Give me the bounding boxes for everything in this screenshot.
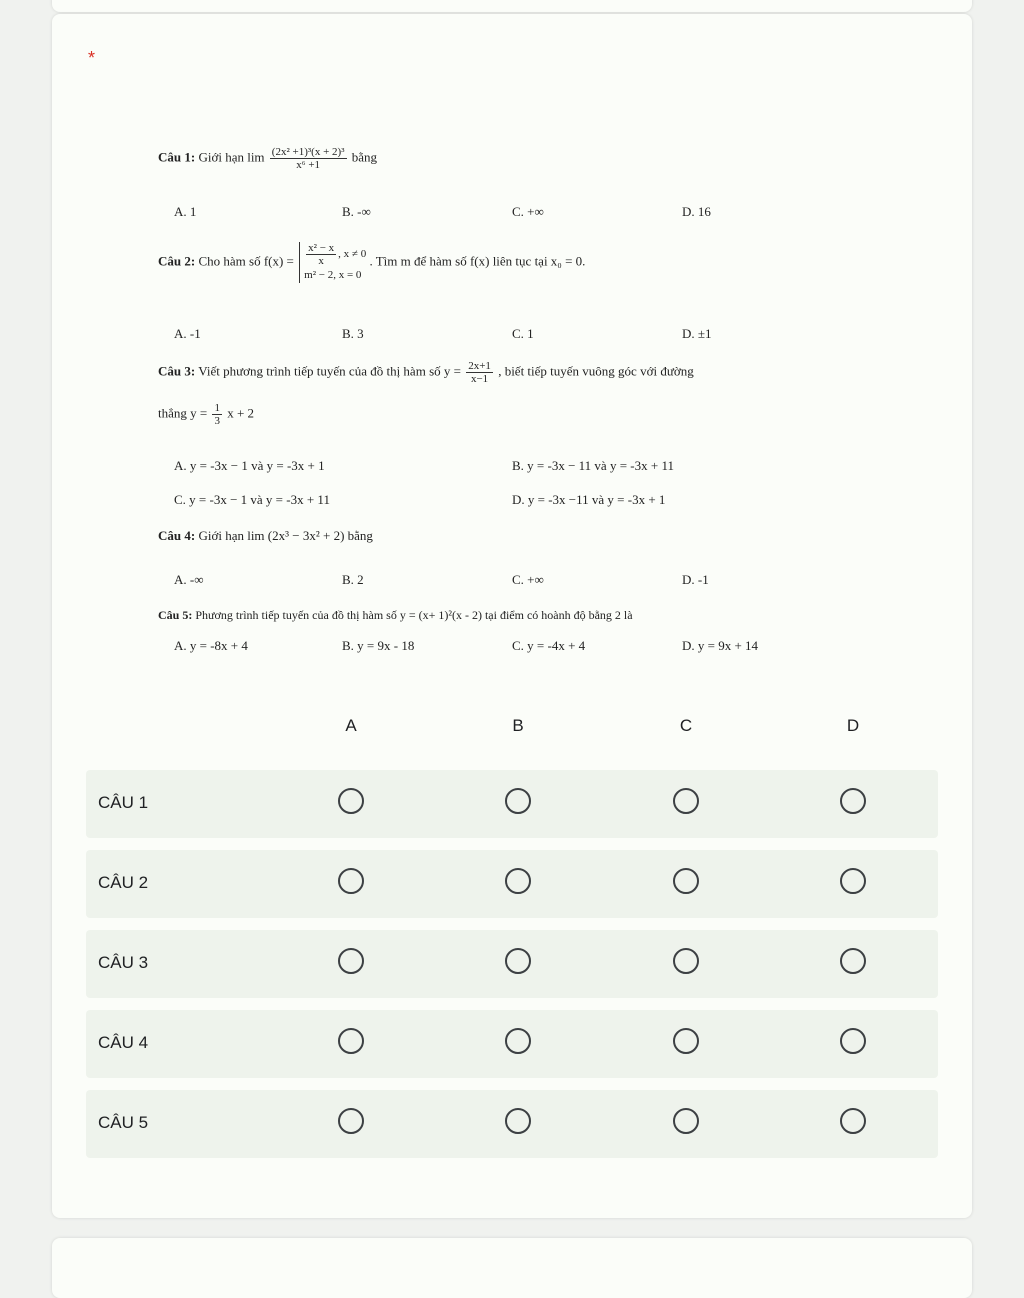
question-2-suffix: . Tìm m để hàm số f(x) liên tục tại x₀ = 0. [369,253,586,269]
grid-row-4 [86,1010,938,1078]
q2-case1-cond: , x ≠ 0 [338,248,367,261]
row-label-4: CÂU 4 [98,1033,149,1052]
column-header-c: C [679,716,693,735]
q3-option-a: A. y = -3x − 1 và y = -3x + 1 [174,458,325,473]
q2-option-a: A. -1 [174,326,201,341]
q2-case1-den: x [318,255,324,267]
question-2 [158,242,585,283]
column-header-a: A [345,716,357,735]
radio-q5-c[interactable] [673,1108,699,1134]
q3-line2-den: 3 [214,415,220,427]
radio-q4-b[interactable] [505,1028,531,1054]
q2-option-d: D. ±1 [682,326,712,341]
radio-q4-a[interactable] [338,1028,364,1054]
question-5-text: Phương trình tiếp tuyến của đồ thị hàm số y = (x+ 1)²(x - 2) tại điểm có hoành độ bằng 2 là [195,608,633,622]
q3-fraction [466,360,493,385]
radio-q3-d[interactable] [840,948,866,974]
q2-option-b: B. 3 [342,326,364,341]
q1-numerator: (2x² +1)³(x + 2)³ [271,146,345,158]
q3-option-c: C. y = -3x − 1 và y = -3x + 11 [174,492,330,507]
radio-q5-a[interactable] [338,1108,364,1134]
row-label-1: CÂU 1 [98,793,149,812]
q3-line2-suffix: x + 2 [227,405,255,421]
q3-option-d: D. y = -3x −11 và y = -3x + 1 [512,492,666,507]
radio-q5-d[interactable] [840,1108,866,1134]
piecewise-function [299,242,366,283]
q3-line2-num: 1 [214,402,220,414]
q4-option-c: C. +∞ [512,572,544,587]
radio-q5-b[interactable] [505,1108,531,1134]
q3-den: x−1 [470,373,489,385]
question-1-fraction [270,146,347,171]
question-1 [158,146,377,171]
q3-option-b: B. y = -3x − 11 và y = -3x + 11 [512,458,674,473]
question-4-text: Giới hạn lim (2x³ − 3x² + 2) bằng [198,528,373,543]
radio-q2-d[interactable] [840,868,866,894]
q5-option-c: C. y = -4x + 4 [512,638,586,653]
question-3-suffix: , biết tiếp tuyến vuông góc với đường [498,363,694,379]
radio-q2-a[interactable] [338,868,364,894]
question-2-text: Cho hàm số f(x) = [198,253,294,269]
row-label-2: CÂU 2 [98,873,149,892]
next-card [52,1238,972,1298]
required-marker: * [88,48,96,68]
q2-case1-fraction [306,242,336,267]
grid-row-3 [86,930,938,998]
q1-option-a: A. 1 [174,204,197,219]
radio-q2-b[interactable] [505,868,531,894]
radio-q4-c[interactable] [673,1028,699,1054]
q1-option-d: D. 16 [682,204,711,219]
q5-option-d: D. y = 9x + 14 [682,638,759,653]
q1-option-b: B. -∞ [342,204,371,219]
q3-line2-text: thẳng y = [158,405,208,421]
radio-q1-a[interactable] [338,788,364,814]
question-1-label: Câu 1: [158,149,196,165]
grid-row-1 [86,770,938,838]
question-3-label: Câu 3: [158,363,196,379]
question-2-label: Câu 2: [158,253,196,269]
question-3-line2 [158,402,254,427]
q4-option-d: D. -1 [682,572,709,587]
q1-option-c: C. +∞ [512,204,544,219]
grid-row-2 [86,850,938,918]
radio-q4-d[interactable] [840,1028,866,1054]
q2-case2: m² − 2, x = 0 [304,269,362,281]
q4-option-b: B. 2 [342,572,364,587]
q2-option-c: C. 1 [512,326,534,341]
q4-option-a: A. -∞ [174,572,204,587]
radio-q1-b[interactable] [505,788,531,814]
question-1-text: Giới hạn lim [198,149,265,165]
column-header-b: B [512,716,524,735]
q1-denominator: x⁶ +1 [296,159,321,171]
question-4-label: Câu 4: [158,528,196,543]
radio-q3-c[interactable] [673,948,699,974]
q3-line2-fraction [212,402,222,427]
radio-q2-c[interactable] [673,868,699,894]
question-5-label: Câu 5: [158,608,193,622]
row-label-5: CÂU 5 [98,1113,149,1132]
radio-q3-b[interactable] [505,948,531,974]
q3-num: 2x+1 [468,360,491,372]
question-5 [158,608,633,623]
column-header-d: D [846,716,860,735]
question-1-suffix: bằng [351,149,378,165]
q2-case1-num: x² − x [308,242,335,254]
previous-card [52,0,972,12]
row-label-3: CÂU 3 [98,953,149,972]
question-3 [158,360,694,385]
question-4 [158,528,373,544]
question-3-text: Viết phương trình tiếp tuyến của đồ thị hàm số y = [198,363,461,379]
q5-option-b: B. y = 9x - 18 [342,638,415,653]
radio-q1-c[interactable] [673,788,699,814]
radio-q3-a[interactable] [338,948,364,974]
q5-option-a: A. y = -8x + 4 [174,638,248,653]
radio-q1-d[interactable] [840,788,866,814]
grid-row-5 [86,1090,938,1158]
